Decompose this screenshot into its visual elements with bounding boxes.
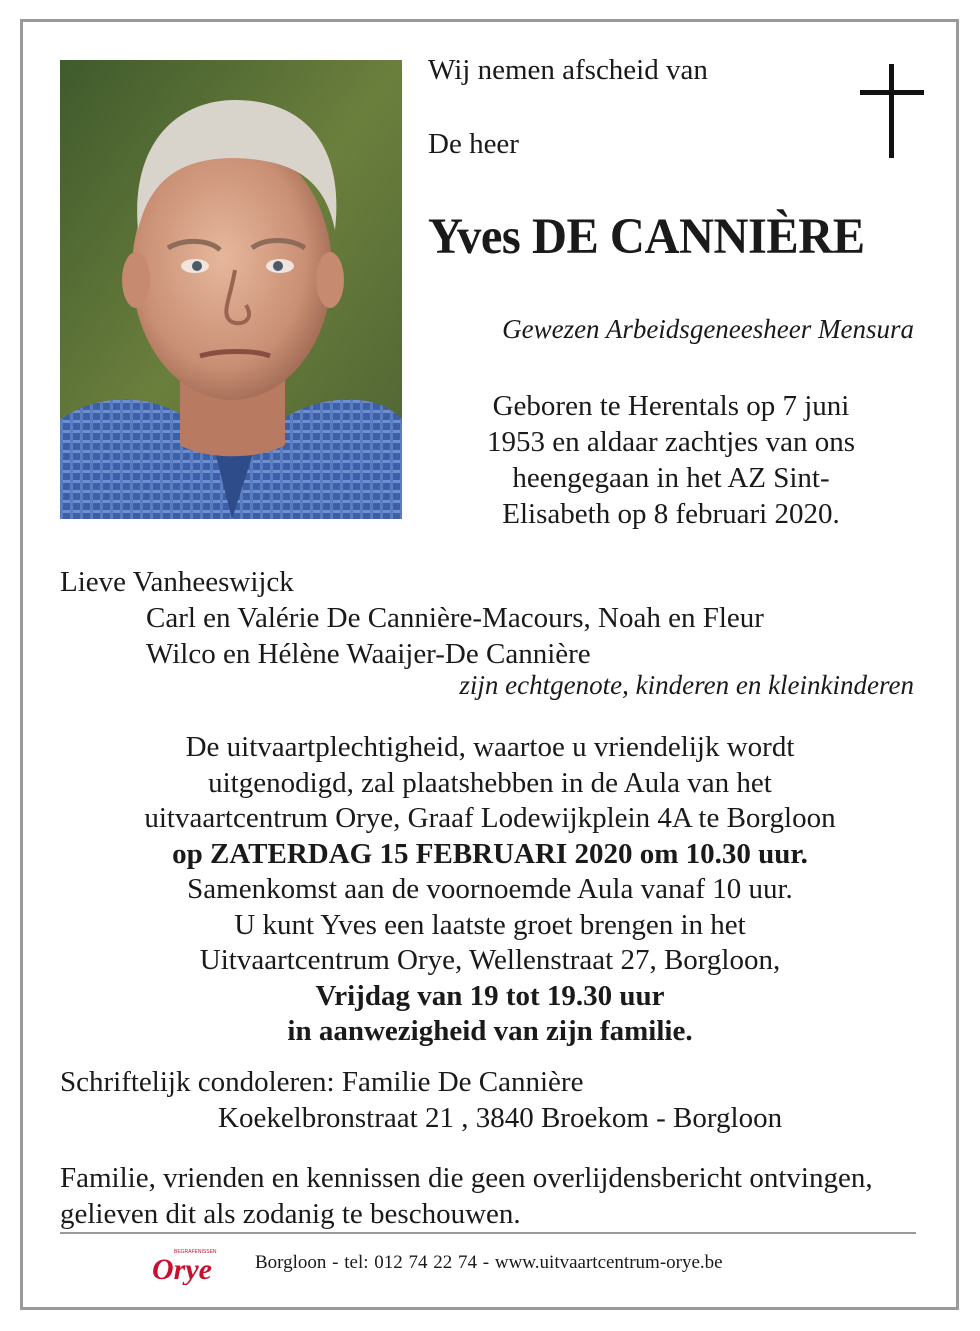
family-child: Wilco en Hélène Waaijer-De Cannière xyxy=(146,638,591,670)
visit-line: U kunt Yves een laatste groet brengen in het xyxy=(234,908,746,941)
birth-line: Geboren te Herentals op 7 juni xyxy=(492,390,850,422)
ceremony-line: De uitvaartplechtigheid, waartoe u vriendelijk wordt xyxy=(185,731,795,763)
ceremony-details xyxy=(60,730,920,1050)
visit-note: in aanwezigheid van zijn familie. xyxy=(287,1015,693,1047)
footer-divider xyxy=(60,1232,916,1234)
notice-text: Familie, vrienden en kennissen die geen overlijdensbericht ontvingen, gelieven dit als zodanig te beschouwen. xyxy=(60,1162,873,1230)
intro-text: Wij nemen afscheid van xyxy=(428,54,708,86)
family-caption: zijn echtgenote, kinderen en kleinkinderen xyxy=(459,670,914,700)
portrait-photo xyxy=(60,60,402,519)
logo-name: Orye xyxy=(152,1253,212,1285)
birth-line: heengegaan in het AZ Sint- xyxy=(512,462,830,494)
cross-icon xyxy=(860,64,924,158)
profession: Gewezen Arbeidsgeneesheer Mensura xyxy=(502,314,914,344)
condolence-address: Koekelbronstraat 21 , 3840 Broekom - Borgloon xyxy=(218,1102,783,1134)
ceremony-line: uitvaartcentrum Orye, Graaf Lodewijkplein 4A te Borgloon xyxy=(144,802,836,834)
birth-line: 1953 en aldaar zachtjes van ons xyxy=(487,426,855,458)
ceremony-date: op ZATERDAG 15 FEBRUARI 2020 om 10.30 uur. xyxy=(172,837,808,870)
visit-line: Uitvaartcentrum Orye, Wellenstraat 27, Borgloon, xyxy=(199,944,781,976)
ceremony-gathering: Samenkomst aan de voornoemde Aula vanaf 10 uur. xyxy=(187,873,793,905)
logo-small-text: BEGRAFENISSEN xyxy=(174,1249,217,1255)
condolence-line: Schriftelijk condoleren: Familie De Cannière xyxy=(60,1066,584,1098)
title-prefix: De heer xyxy=(428,128,519,160)
deceased-name: Yves DE CANNIÈRE xyxy=(428,209,865,265)
ceremony-line: uitgenodigd, zal plaatshebben in de Aula van het xyxy=(208,766,772,799)
family-child: Carl en Valérie De Cannière-Macours, Noah en Fleur xyxy=(146,602,764,634)
birth-line: Elisabeth op 8 februari 2020. xyxy=(502,498,840,530)
visit-time: Vrijdag van 19 tot 19.30 uur xyxy=(315,979,665,1012)
orye-logo xyxy=(150,1245,236,1285)
footer-contact: Borgloon - tel: 012 74 22 74 - www.uitvaartcentrum-orye.be xyxy=(255,1252,723,1273)
birth-death-text xyxy=(428,388,914,532)
family-spouse: Lieve Vanheeswijck xyxy=(60,566,294,598)
